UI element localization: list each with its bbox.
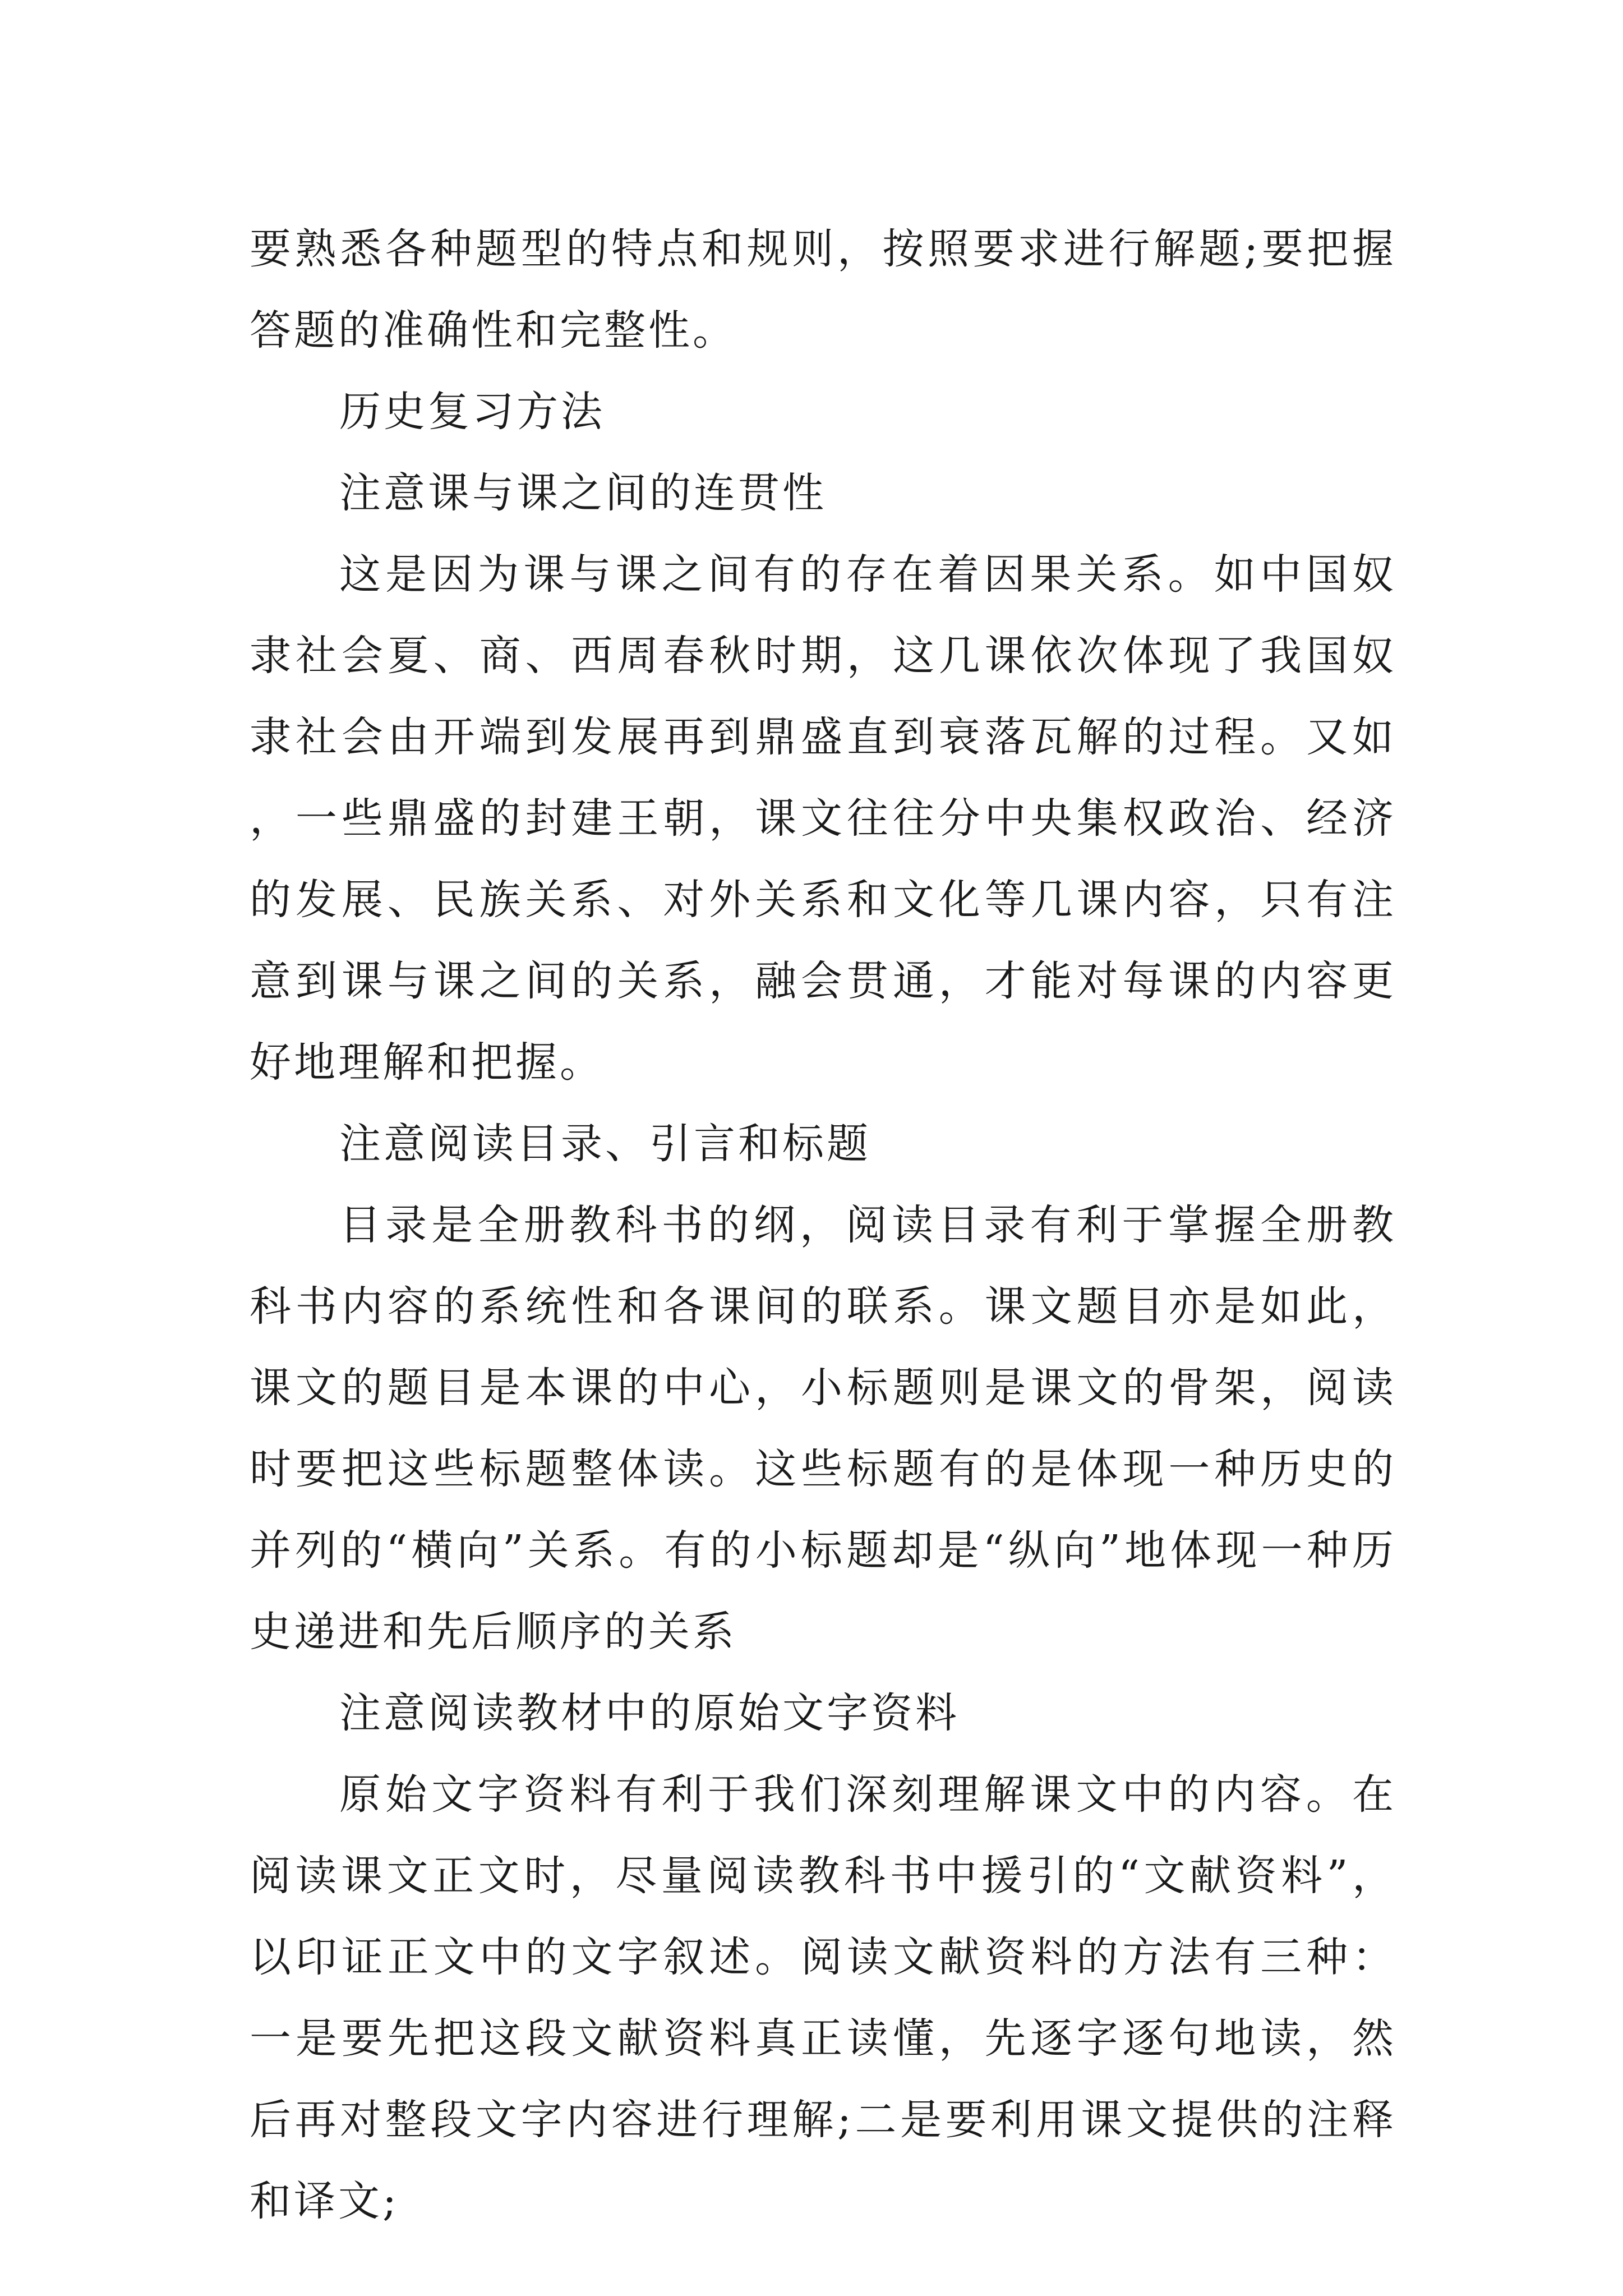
paragraph-catalog-titles: 目录是全册教科书的纲，阅读目录有利于掌握全册教科书内容的系统性和各课间的联系。课文题目亦是如此，课文的题目是本课的中心，小标题则是课文的骨架，阅读时要把这些标题整体读。这些标题有的是体现一种历史的并列的“横向”关系。有的小标题却是“纵向”地体现一种历史递进和先后顺序的关系	[250, 1201, 1396, 1656]
subheading-catalog-titles: 注意阅读目录、引言和标题	[339, 1120, 871, 1168]
paragraph-lesson-continuity: 这是因为课与课之间有的存在着因果关系。如中国奴隶社会夏、商、西周春秋时期，这几课依次体现了我国奴隶社会由开端到发展再到鼎盛直到衰落瓦解的过程。又如，一些鼎盛的封建王朝，课文往往分中央集权政治、经济的发展、民族关系、对外关系和文化等几课内容，只有注意到课与课之间的关系，融会贯通，才能对每课的内容更好地理解和把握。	[250, 550, 1396, 1087]
document-body	[250, 209, 1396, 2242]
subheading-original-materials: 注意阅读教材中的原始文字资料	[339, 1689, 960, 1737]
section-heading-review-methods: 历史复习方法	[339, 388, 605, 436]
subheading-lesson-continuity: 注意课与课之间的连贯性	[339, 469, 827, 517]
paragraph-continuation: 要熟悉各种题型的特点和规则，按照要求进行解题;要把握答题的准确性和完整性。	[250, 225, 1396, 355]
paragraph-original-materials: 原始文字资料有利于我们深刻理解课文中的内容。在阅读课文正文时，尽量阅读教科书中援引的“文献资料”，以印证正文中的文字叙述。阅读文献资料的方法有三种：一是要先把这段文献资料真正读懂，先逐字逐句地读，然后再对整段文字内容进行理解;二是要利用课文提供的注释和译文;	[250, 1770, 1396, 2225]
